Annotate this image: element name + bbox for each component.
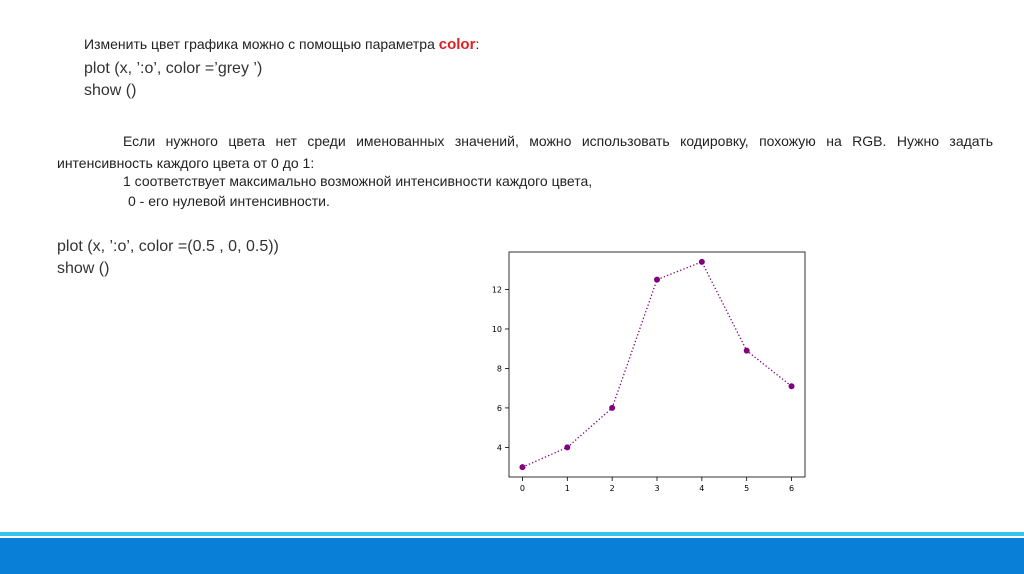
intensity-zero-line: 0 - его нулевой интенсивности. (128, 193, 330, 209)
footer-accent-stripe (0, 532, 1024, 536)
plot-frame (509, 252, 805, 477)
data-point (564, 444, 570, 450)
y-tick-label: 4 (496, 443, 502, 453)
x-tick-label: 5 (744, 484, 750, 493)
data-point (789, 383, 795, 389)
code-line-plot-grey: plot (x, ’:o’, color =’grey ’) (84, 60, 263, 77)
x-tick-label: 6 (788, 484, 795, 493)
code-line-plot-rgb: plot (x, ’:o’, color =(0.5 , 0, 0.5)) (57, 238, 279, 255)
data-point (699, 259, 705, 265)
data-point (744, 348, 750, 354)
x-tick-label: 2 (609, 484, 615, 493)
y-tick-label: 8 (496, 364, 502, 374)
color-keyword: color (438, 36, 476, 53)
intensity-one-line: 1 соответствует максимально возможной интенсивности каждого цвета, (123, 173, 593, 189)
series-line (522, 262, 791, 467)
data-point (519, 464, 525, 470)
code-example-grey (84, 58, 262, 102)
data-point (609, 405, 615, 411)
y-tick-label: 10 (491, 324, 502, 334)
intro-text: Изменить цвет графика можно с помощью параметра (84, 36, 439, 52)
intro-colon: : (475, 36, 480, 52)
x-tick-label: 1 (564, 484, 570, 493)
intro-line (84, 36, 479, 53)
code-example-rgb (57, 236, 279, 280)
rgb-paragraph (57, 130, 993, 174)
x-tick-label: 3 (654, 484, 660, 493)
y-tick-label: 12 (491, 285, 502, 295)
y-tick-label: 6 (496, 403, 502, 413)
line-chart (470, 240, 820, 500)
x-tick-label: 4 (699, 484, 705, 493)
code-line-show-2: show () (57, 260, 110, 277)
code-line-show-1: show () (84, 82, 137, 99)
data-point (654, 277, 660, 283)
x-tick-label: 0 (519, 484, 526, 493)
rgb-paragraph-text: Если нужного цвета нет среди именованных значений, можно использовать кодировку, похожую на RGB. Нужно задать интенсивность каждого цвета от 0 до 1: (57, 133, 993, 171)
footer-bar (0, 538, 1024, 574)
